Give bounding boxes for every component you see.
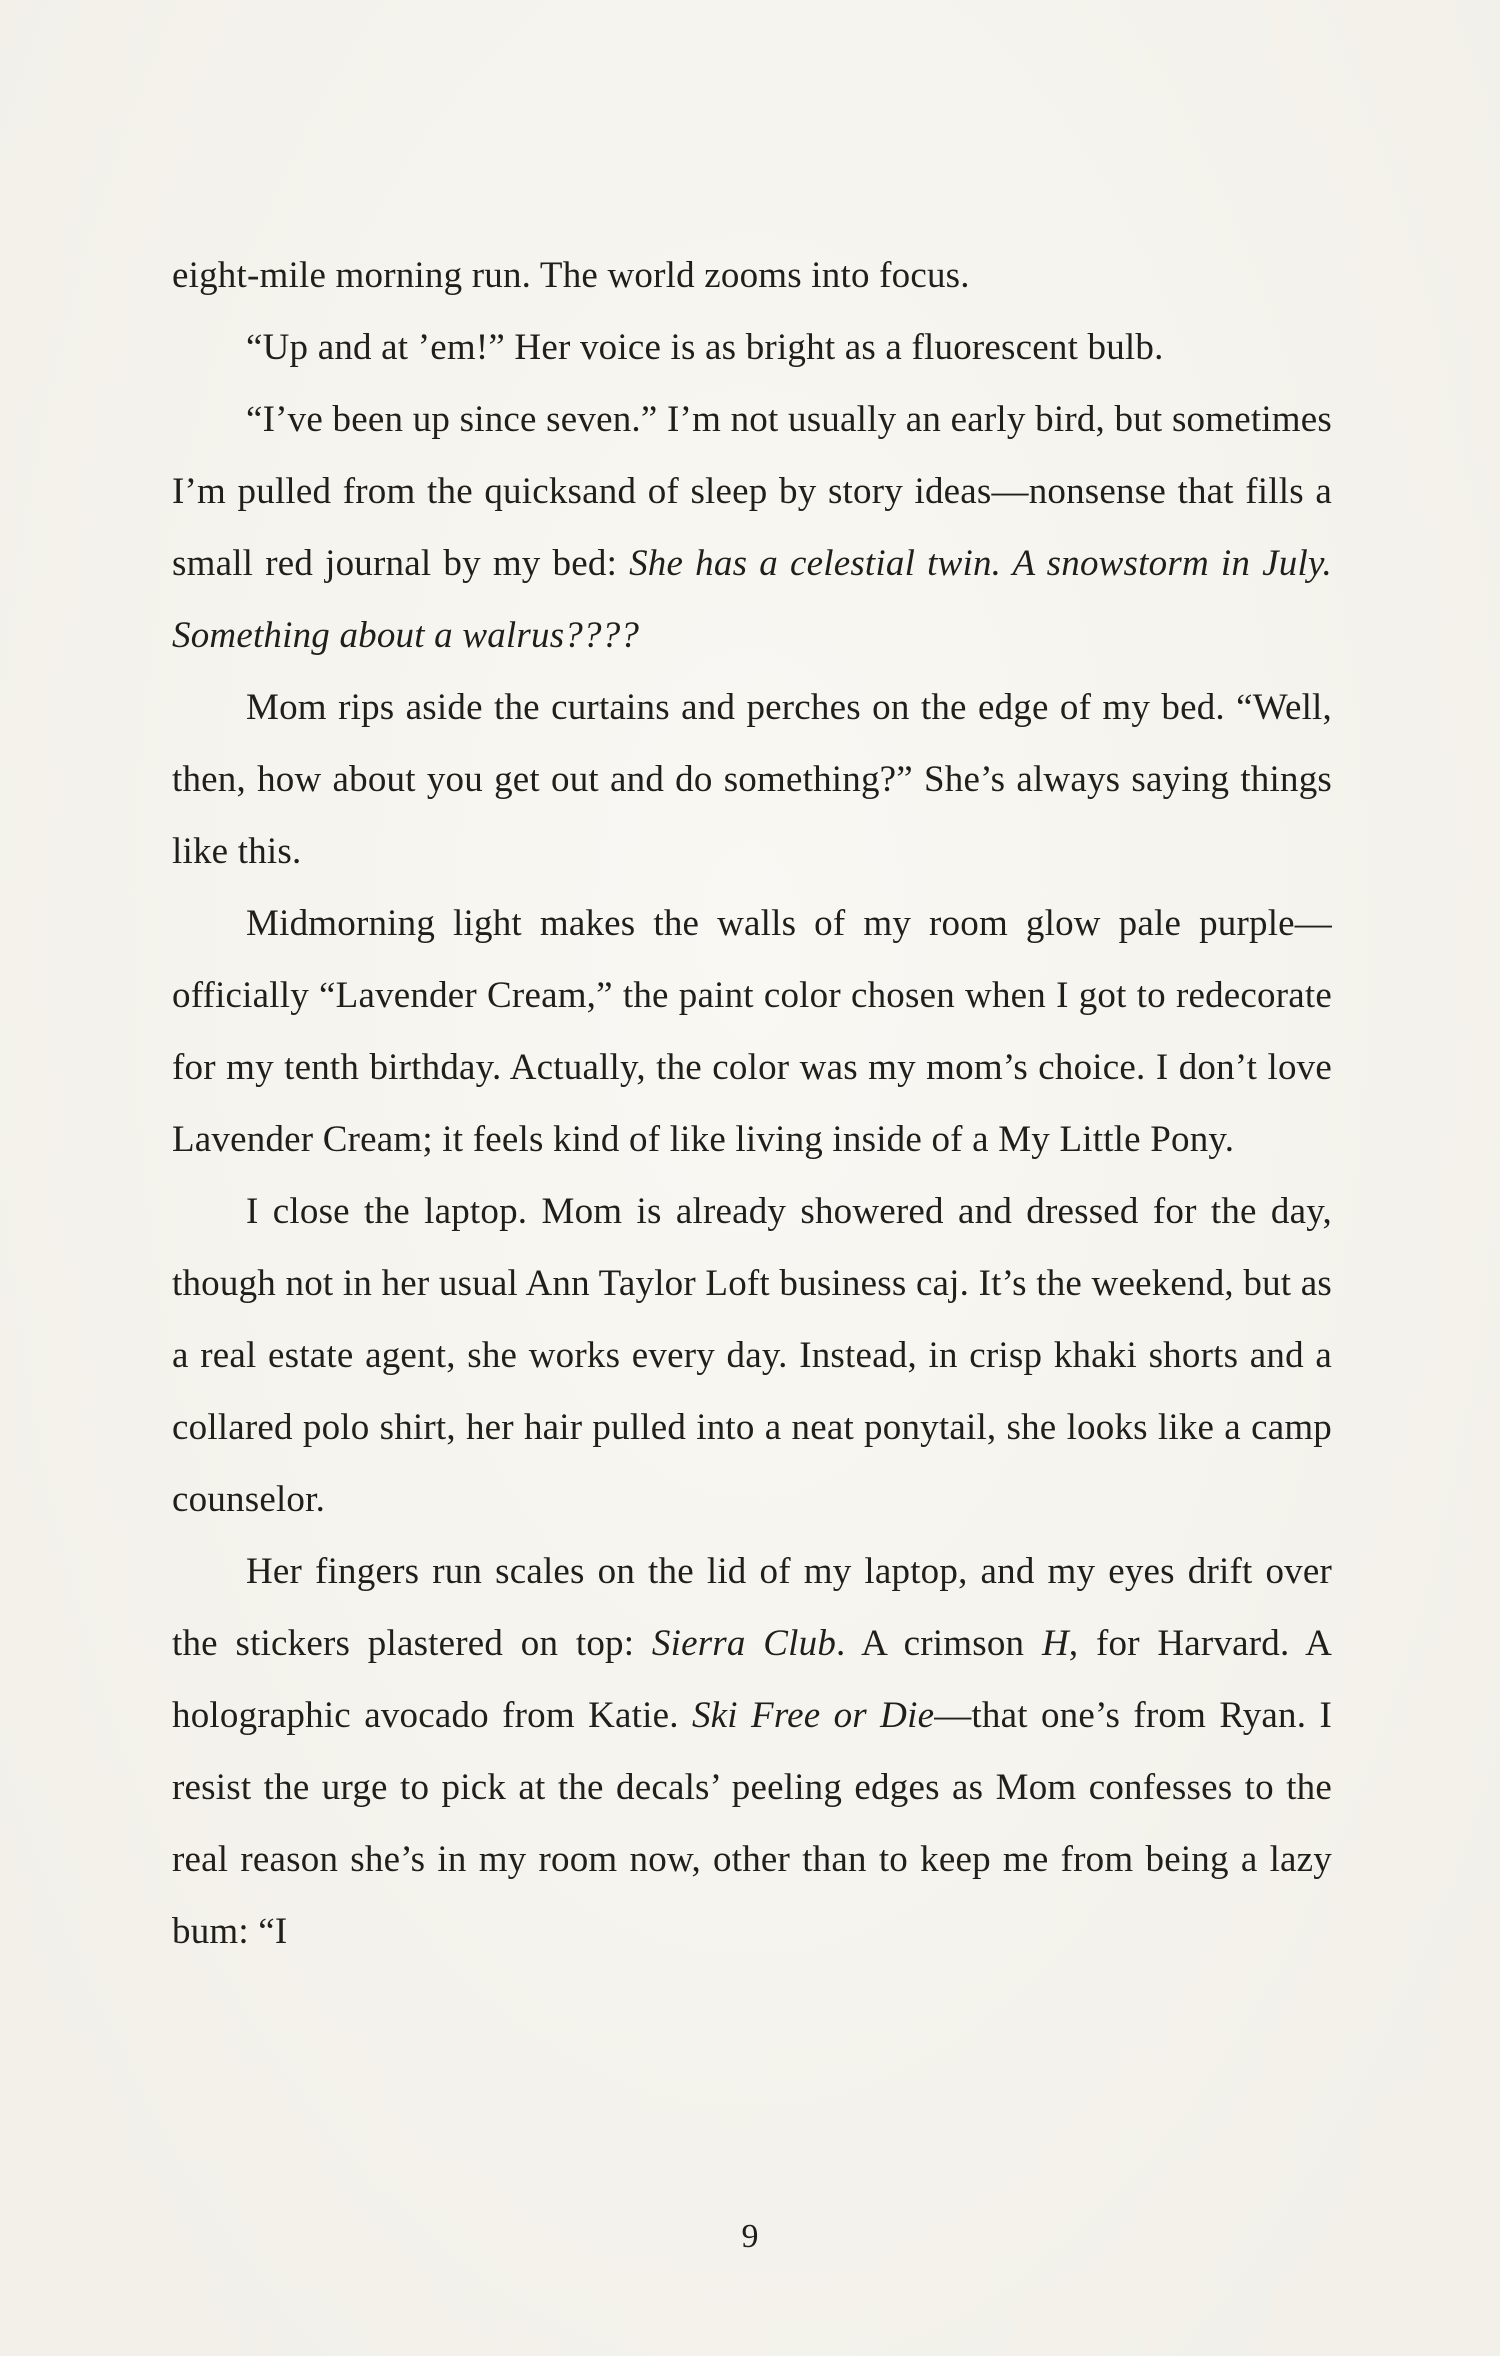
page-text	[172, 240, 1332, 1968]
paragraph-segment: Mom rips aside the curtains and perches on the edge of my bed. “Well, then, how about you get out and do something?” She’s always saying things like this.	[172, 687, 1332, 872]
paragraph-segment-italic: Sierra Club	[651, 1623, 837, 1664]
paragraph-segment: “I’ve been up since seven.” I’m not usually an early bird, but sometimes I’m pulled from the quicksand of sleep by story ideas—nonsense that fills a small red journal by my bed:	[172, 399, 1332, 584]
paragraph-segment-italic: H	[1041, 1623, 1069, 1664]
paragraph-segment-italic: Ski Free or Die	[691, 1695, 935, 1736]
paragraph-segment: Her fingers run scales on the lid of my laptop, and my eyes drift over the stickers plastered on top:	[172, 1551, 1332, 1664]
paragraph-segment-italic: She has a celestial twin. A snowstorm in July. Something about a walrus????	[172, 543, 1332, 656]
paragraph-segment: Midmorning light makes the walls of my room glow pale purple—officially “Lavender Cream,” the paint color chosen when I got to redecorate for my tenth birthday. Actually, the color was my mom’s choice. I don’t love Lavender Cream; it feels kind of like living inside of a My Little Pony.	[172, 903, 1332, 1160]
paragraph	[172, 888, 1332, 1176]
paragraph-segment: , for Harvard. A holographic avocado from Katie.	[172, 1623, 1332, 1736]
paragraph-segment: —that one’s from Ryan. I resist the urge to pick at the decals’ peeling edges as Mom confesses to the real reason she’s in my room now, other than to keep me from being a lazy bum: “I	[172, 1695, 1332, 1952]
paragraph-segment: . A crimson	[836, 1623, 1042, 1664]
paragraph-segment: “Up and at ’em!” Her voice is as bright as a fluorescent bulb.	[246, 327, 1164, 368]
paragraph	[172, 1536, 1332, 1968]
paragraph	[172, 384, 1332, 672]
paragraph	[172, 1176, 1332, 1536]
paragraph	[172, 240, 1332, 312]
paragraph-segment: I close the laptop. Mom is already showered and dressed for the day, though not in her usual Ann Taylor Loft business caj. It’s the weekend, but as a real estate agent, she works every day. Instead, in crisp khaki shorts and a collared polo shirt, her hair pulled into a neat ponytail, she looks like a camp counselor.	[172, 1191, 1332, 1520]
paragraph	[172, 672, 1332, 888]
paragraph	[172, 312, 1332, 384]
page-number: 9	[741, 2218, 759, 2255]
paragraph-segment: eight-mile morning run. The world zooms into focus.	[172, 255, 970, 296]
